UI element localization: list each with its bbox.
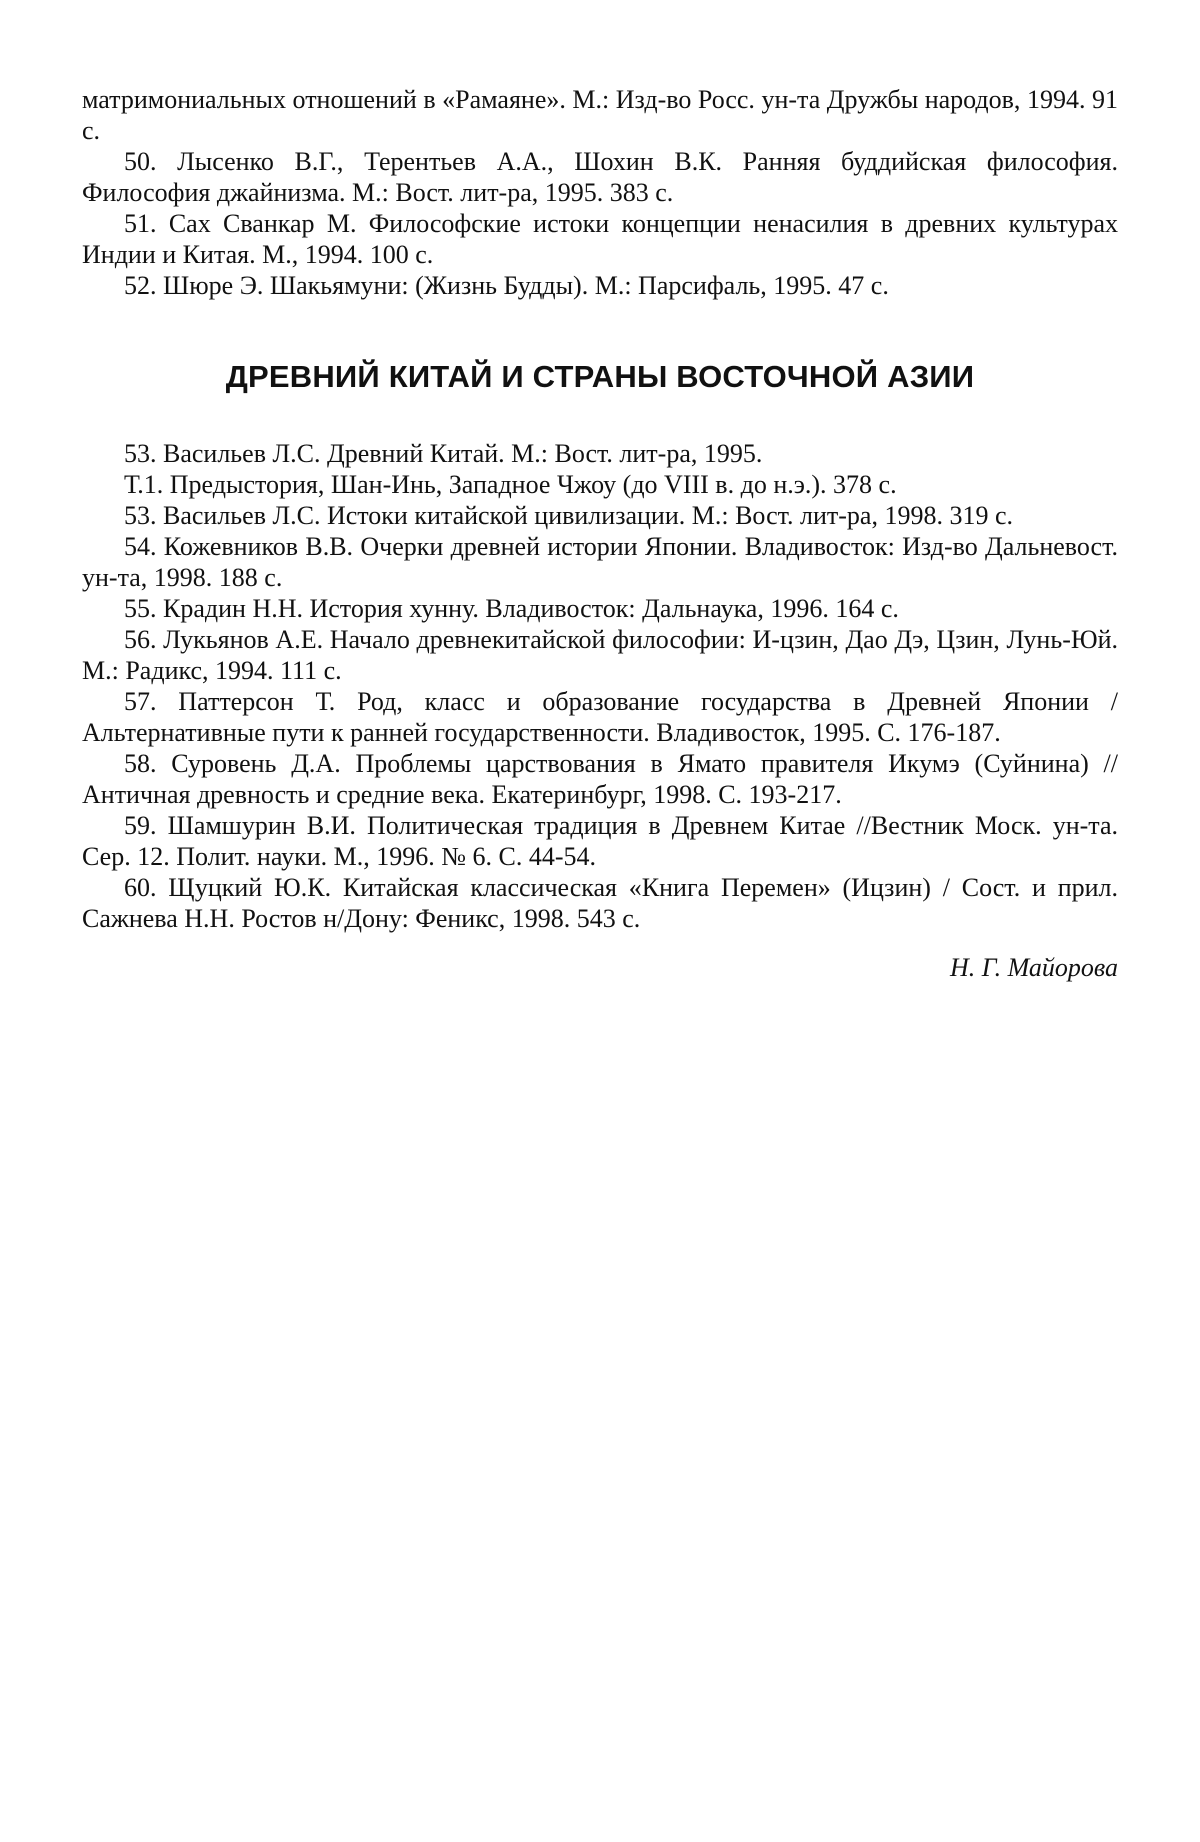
bibliography-entry-59: 59. Шамшурин В.И. Политическая традиция в Древнем Китае //Вестник Моск. ун-та. Сер. 12. Полит. науки. М., 1996. № 6. С. 44-54. <box>82 811 1118 871</box>
bibliography-entry-53b: 53. Васильев Л.С. Истоки китайской цивилизации. М.: Вост. лит-ра, 1998. 319 с. <box>124 501 1014 530</box>
section-heading: ДРЕВНИЙ КИТАЙ И СТРАНЫ ВОСТОЧНОЙ АЗИИ <box>225 359 975 394</box>
bibliography-entry-51: 51. Сах Сванкар М. Философские истоки концепции ненасилия в древних культурах Индии и Китая. М., 1994. 100 с. <box>82 209 1118 269</box>
bibliography-entry-52: 52. Шюре Э. Шакьямуни: (Жизнь Будды). М.: Парсифаль, 1995. 47 с. <box>124 271 889 300</box>
bibliography-entry-56: 56. Лукьянов А.Е. Начало древнекитайской философии: И-цзин, Дао Дэ, Цзин, Лунь-Юй. М.: Радикс, 1994. 111 с. <box>82 625 1118 685</box>
bibliography-entry-53: 53. Васильев Л.С. Древний Китай. М.: Вост. лит-ра, 1995. <box>124 439 763 468</box>
bibliography-entry-53-volume: Т.1. Предыстория, Шан-Инь, Западное Чжоу (до VIII в. до н.э.). 378 с. <box>124 470 897 499</box>
bibliography-entry-49-continued: матримониальных отношений в «Рамаяне». М.: Изд-во Росс. ун-та Дружбы народов, 1994. 91 с. <box>82 85 1118 145</box>
author-signature: Н. Г. Майорова <box>949 953 1118 982</box>
bibliography-entry-55: 55. Крадин Н.Н. История хунну. Владивосток: Дальнаука, 1996. 164 с. <box>124 594 899 623</box>
page-body <box>82 84 1118 1009</box>
bibliography-entry-57: 57. Паттерсон Т. Род, класс и образование государства в Древней Японии / Альтернативные пути к ранней государственности. Владивосток, 1995. С. 176-187. <box>82 687 1118 747</box>
bibliography-entry-54: 54. Кожевников В.В. Очерки древней истории Японии. Владивосток: Изд-во Дальневост. ун-та, 1998. 188 с. <box>82 532 1118 592</box>
bibliography-entry-60: 60. Щуцкий Ю.К. Китайская классическая «Книга Перемен» (Ицзин) / Сост. и прил. Сажнева Н.Н. Ростов н/Дону: Феникс, 1998. 543 с. <box>82 873 1118 933</box>
bibliography-entry-50: 50. Лысенко В.Г., Терентьев А.А., Шохин В.К. Ранняя буддийская философия. Философия джайнизма. М.: Вост. лит-ра, 1995. 383 с. <box>82 147 1118 207</box>
bibliography-entry-58: 58. Суровень Д.А. Проблемы царствования в Ямато правителя Икумэ (Суйнина) //Античная древность и средние века. Екатеринбург, 1998. С. 193-217. <box>82 749 1118 809</box>
